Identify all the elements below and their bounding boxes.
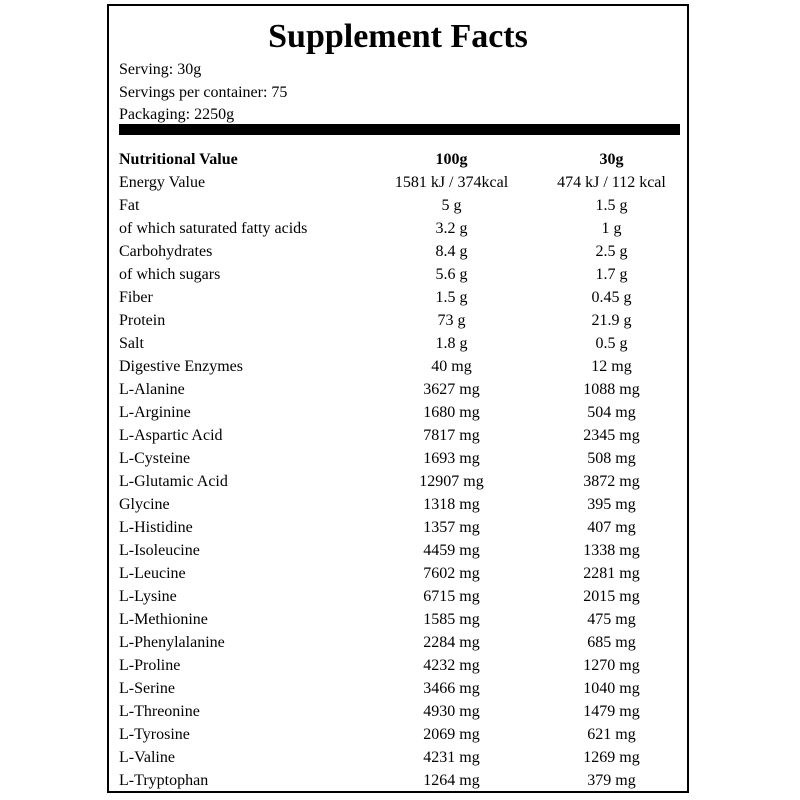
table-row (119, 378, 679, 401)
table-row (119, 608, 679, 631)
nutrient-name: L-Cysteine (119, 450, 191, 467)
value-per-30g: 474 kJ / 112 kcal (557, 174, 666, 191)
value-per-100g: 40 mg (431, 358, 472, 375)
value-per-30g: 1.7 g (595, 266, 628, 283)
table-row (119, 562, 679, 585)
nutrient-name: L-Methionine (119, 611, 208, 628)
table-row (119, 286, 679, 309)
value-per-30g: 2345 mg (583, 427, 640, 444)
value-per-30g: 475 mg (587, 611, 636, 628)
nutrient-name: of which saturated fatty acids (119, 220, 308, 237)
table-row (119, 355, 679, 378)
table-row (119, 194, 679, 217)
table-row (119, 447, 679, 470)
value-per-100g: 7817 mg (423, 427, 480, 444)
value-per-100g: 1.8 g (435, 335, 468, 352)
table-row (119, 723, 679, 746)
value-per-30g: 395 mg (587, 496, 636, 513)
value-per-30g: 12 mg (591, 358, 632, 375)
nutrient-name: L-Alanine (119, 381, 185, 398)
table-row (119, 585, 679, 608)
nutrient-name: L-Phenylalanine (119, 634, 225, 651)
value-per-30g: 3872 mg (583, 473, 640, 490)
nutrient-name: Energy Value (119, 174, 206, 191)
value-per-30g: 504 mg (587, 404, 636, 421)
nutrient-name: Digestive Enzymes (119, 358, 243, 375)
nutrient-name: Fiber (119, 289, 153, 306)
value-per-100g: 3627 mg (423, 381, 480, 398)
serving-info (119, 59, 287, 127)
value-per-100g: 73 g (437, 312, 466, 329)
value-per-100g: 1581 kJ / 374kcal (394, 174, 509, 191)
packaging: Packaging: 2250g (119, 106, 235, 123)
table-row (119, 654, 679, 677)
table-row (119, 539, 679, 562)
table-row (119, 171, 679, 194)
table-row (119, 677, 679, 700)
value-per-30g: 1338 mg (583, 542, 640, 559)
nutrient-name: Salt (119, 335, 144, 352)
value-per-100g: 1318 mg (423, 496, 480, 513)
nutrient-name: L-Tryptophan (119, 772, 209, 789)
nutrient-name: L-Leucine (119, 565, 186, 582)
value-per-30g: 0.45 g (591, 289, 632, 306)
value-per-30g: 1269 mg (583, 749, 640, 766)
nutrition-table (119, 148, 679, 792)
nutrient-name: of which sugars (119, 266, 221, 283)
nutrient-name: L-Aspartic Acid (119, 427, 223, 444)
value-per-30g: 21.9 g (591, 312, 632, 329)
servings-per-container: Servings per container: 75 (119, 83, 288, 101)
table-row (119, 516, 679, 539)
nutrient-name: L-Proline (119, 657, 181, 674)
table-row (119, 263, 679, 286)
table-row (119, 401, 679, 424)
header-per-30g: 30g (599, 151, 624, 168)
value-per-100g: 5.6 g (435, 266, 468, 283)
nutrient-name: L-Tyrosine (119, 726, 190, 743)
table-row (119, 332, 679, 355)
table-row (119, 631, 679, 654)
table-row (119, 240, 679, 263)
table-row (119, 769, 679, 792)
value-per-100g: 12907 mg (419, 473, 484, 490)
nutrient-name: L-Serine (119, 680, 175, 697)
nutrient-name: Fat (119, 197, 140, 214)
nutrient-name: L-Arginine (119, 404, 191, 421)
value-per-100g: 3466 mg (423, 680, 480, 697)
value-per-100g: 1693 mg (423, 450, 480, 467)
value-per-100g: 4459 mg (423, 542, 480, 559)
thick-divider (119, 124, 680, 135)
value-per-30g: 379 mg (587, 772, 636, 789)
table-row (119, 493, 679, 516)
value-per-30g: 2.5 g (595, 243, 628, 260)
header-per-100g: 100g (435, 151, 468, 168)
value-per-30g: 1.5 g (595, 197, 628, 214)
value-per-30g: 407 mg (587, 519, 636, 536)
value-per-100g: 4231 mg (423, 749, 480, 766)
value-per-100g: 2284 mg (423, 634, 480, 651)
table-row (119, 470, 679, 493)
supplement-facts-panel (107, 4, 689, 793)
table-row (119, 217, 679, 240)
nutrient-name: Protein (119, 312, 166, 329)
value-per-100g: 2069 mg (423, 726, 480, 743)
value-per-30g: 1479 mg (583, 703, 640, 720)
value-per-100g: 8.4 g (435, 243, 468, 260)
value-per-100g: 1264 mg (423, 772, 480, 789)
value-per-30g: 1270 mg (583, 657, 640, 674)
panel-title: Supplement Facts (268, 18, 528, 55)
table-header-row (119, 148, 679, 171)
value-per-30g: 2281 mg (583, 565, 640, 582)
header-nutritional-value: Nutritional Value (119, 151, 238, 168)
nutrient-name: Glycine (119, 496, 170, 513)
value-per-100g: 5 g (441, 197, 462, 214)
value-per-100g: 4930 mg (423, 703, 480, 720)
value-per-30g: 1040 mg (583, 680, 640, 697)
nutrient-name: L-Histidine (119, 519, 193, 536)
nutrient-name: Carbohydrates (119, 243, 213, 260)
value-per-100g: 1.5 g (435, 289, 468, 306)
value-per-100g: 4232 mg (423, 657, 480, 674)
nutrient-name: L-Glutamic Acid (119, 473, 228, 490)
nutrient-name: L-Lysine (119, 588, 177, 605)
nutrient-name: L-Threonine (119, 703, 200, 720)
table-row (119, 309, 679, 332)
table-row (119, 746, 679, 769)
value-per-100g: 3.2 g (435, 220, 468, 237)
table-row (119, 424, 679, 447)
nutrient-name: L-Valine (119, 749, 175, 766)
table-body (119, 171, 679, 792)
value-per-100g: 7602 mg (423, 565, 480, 582)
value-per-30g: 1 g (601, 220, 622, 237)
nutrient-name: L-Isoleucine (119, 542, 200, 559)
value-per-30g: 621 mg (587, 726, 636, 743)
value-per-100g: 1680 mg (423, 404, 480, 421)
value-per-30g: 685 mg (587, 634, 636, 651)
value-per-30g: 0.5 g (595, 335, 628, 352)
table-row (119, 700, 679, 723)
value-per-30g: 2015 mg (583, 588, 640, 605)
value-per-100g: 1357 mg (423, 519, 480, 536)
value-per-30g: 508 mg (587, 450, 636, 467)
value-per-100g: 1585 mg (423, 611, 480, 628)
serving-size: Serving: 30g (119, 61, 202, 78)
value-per-30g: 1088 mg (583, 381, 640, 398)
value-per-100g: 6715 mg (423, 588, 480, 605)
